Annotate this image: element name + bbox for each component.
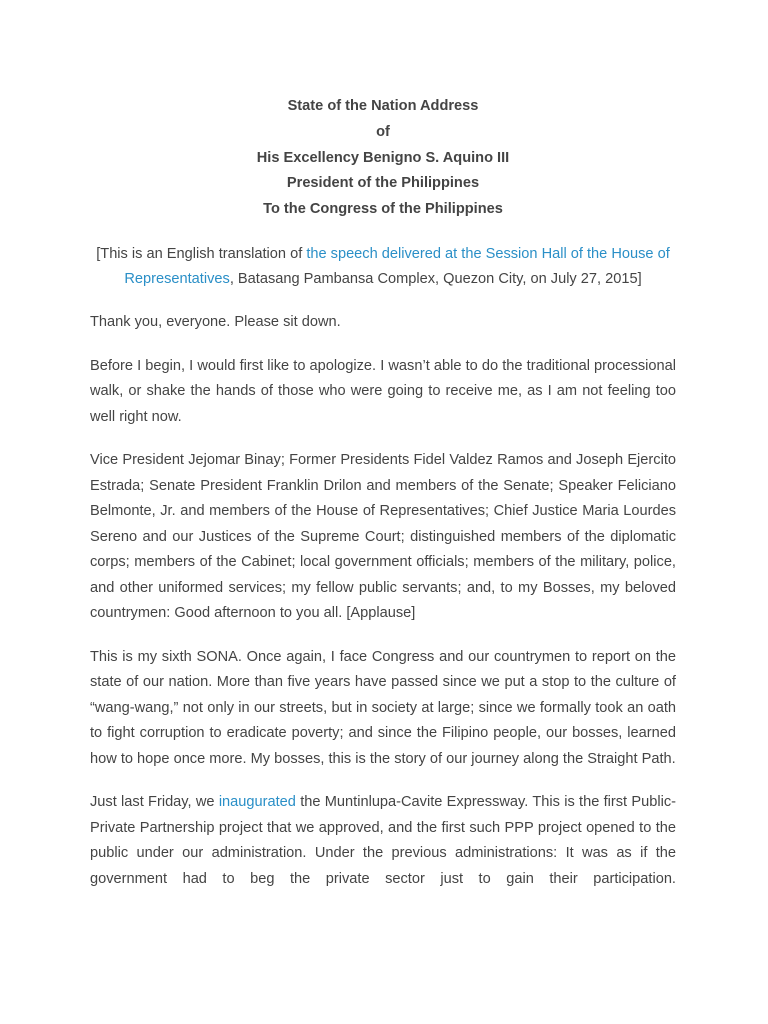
paragraph-sixth-sona: This is my sixth SONA. Once again, I face Congress and our countrymen to report on the state of our nation. More than five years have passed since we put a stop to the culture of “wang-wang,” not only in our streets, but in society at large; since we formally took an oath to fight corruption to eradicate poverty; and since the Filipino people, our bosses, learned how to hope once more. My bosses, this is the story of our journey along the Straight Path. (90, 648, 676, 767)
paragraph-greeting: Thank you, everyone. Please sit down. (90, 314, 341, 331)
heading-audience: To the Congress of the Philippines (263, 201, 503, 218)
document-heading (90, 94, 676, 223)
paragraph-salutation: Vice President Jejomar Binay; Former Presidents Fidel Valdez Ramos and Joseph Ejercito Estrada; Senate President Franklin Drilon and members of the Senate; Speaker Feliciano Belmonte, Jr. and members of the House of Representatives; Chief Justice Maria Lourdes Sereno and our Justices of the Supreme Court; distinguished members of the diplomatic corps; members of the Cabinet; local government officials; members of the military, police, and other uniformed services; my fellow public servants; and, to my Bosses, my beloved countrymen: Good afternoon to you all. [Applause] (90, 452, 676, 622)
note-prefix: [This is an English translation of (96, 245, 307, 262)
translation-note (90, 242, 676, 292)
heading-speaker: His Excellency Benigno S. Aquino III (256, 149, 510, 166)
document-page (90, 94, 676, 892)
note-suffix: , Batasang Pambansa Complex, Quezon City, on July 27, 2015] (229, 271, 642, 288)
p5-prefix: Just last Friday, we (90, 794, 219, 811)
p5-suffix: the Muntinlupa-Cavite Expressway. This is the first Public-Private Partnership project that we approved, and the first such PPP project opened to the public under our administration. Under the previous administrations: It was as if the government had to beg the private sector just to gain their participation. (90, 794, 677, 887)
heading-title: State of the Nation Address (287, 98, 479, 114)
paragraph-expressway (90, 790, 676, 892)
inaugurated-link[interactable]: inaugurated (218, 794, 296, 811)
heading-office: President of the Philippines (286, 175, 480, 192)
heading-of: of (376, 123, 390, 140)
speech-source-link[interactable]: the speech delivered at the Session Hall of the House of Representatives (124, 245, 670, 288)
paragraph-apology: Before I begin, I would first like to apologize. I wasn’t able to do the traditional processional walk, or shake the hands of those who were going to receive me, as I am not feeling too well right now. (90, 357, 676, 425)
